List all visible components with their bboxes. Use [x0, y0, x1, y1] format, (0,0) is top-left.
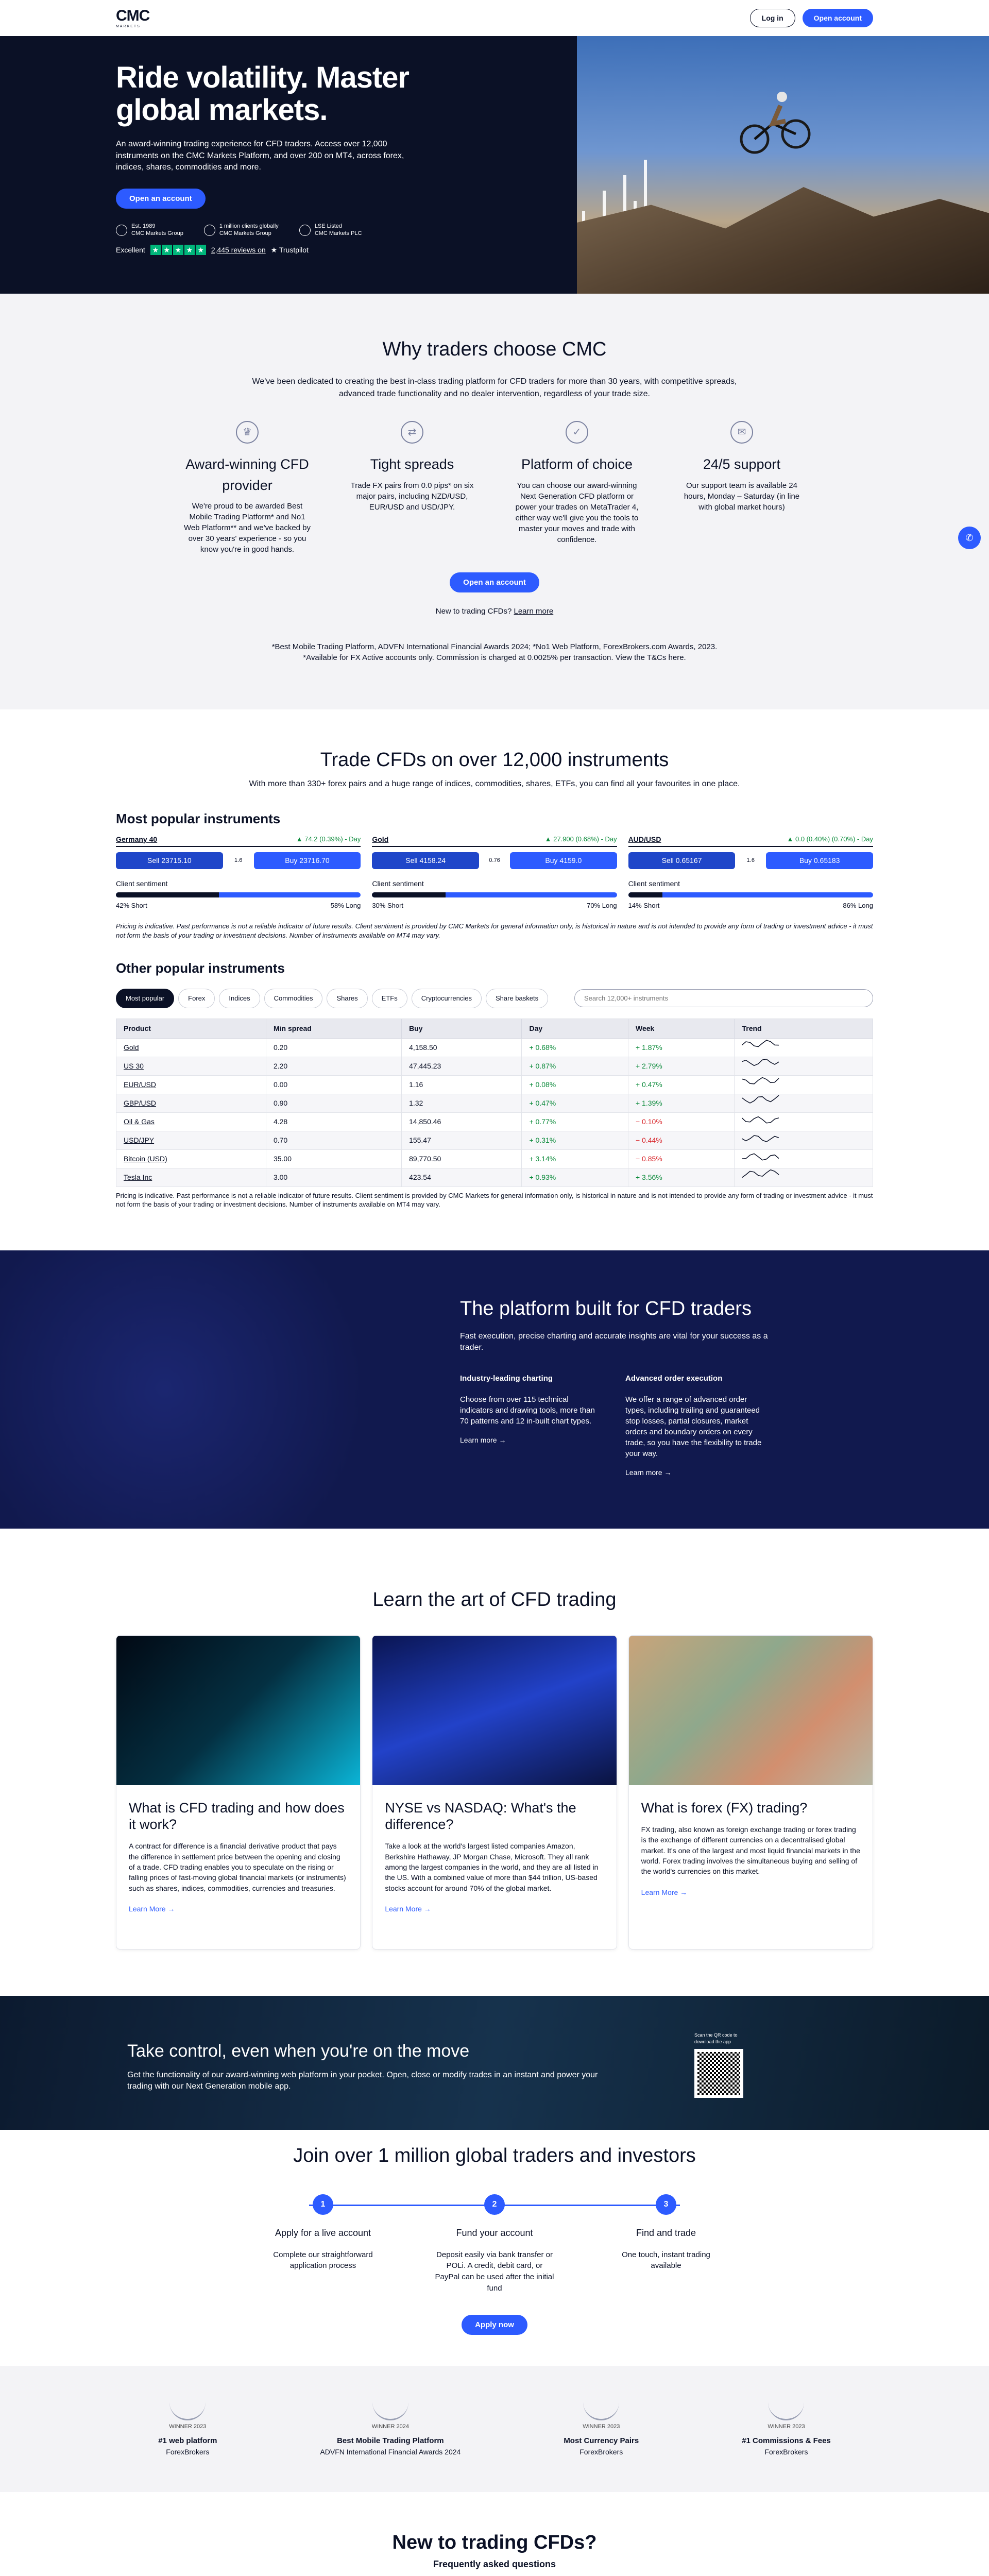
hero-title: Ride volatility. Master global markets.: [116, 61, 409, 127]
week-change: + 0.47%: [628, 1075, 735, 1094]
badge-est: [116, 223, 183, 238]
table-row[interactable]: [116, 1131, 873, 1149]
card-header: [628, 834, 873, 847]
trend-sparkline-icon: [742, 1114, 781, 1126]
feature-title: Award-winning CFD provider: [185, 456, 309, 493]
award-source: ForexBrokers: [764, 2448, 808, 2456]
new-to-trading-text: New to trading CFDs?: [435, 607, 512, 616]
faq-section: [0, 2492, 989, 2576]
nav-buttons: [750, 9, 873, 27]
buy-price: 47,445.23: [402, 1057, 522, 1075]
cfd-article-image: [116, 1636, 360, 1785]
sentiment-labels: [372, 901, 617, 911]
day-change: ▲ 0.0 (0.40%) (0.70%) - Day: [787, 835, 873, 843]
column-title: Advanced order execution: [625, 1374, 723, 1383]
logo-mark: CMC: [116, 7, 150, 24]
learn-card-title: What is forex (FX) trading?: [641, 1800, 808, 1816]
learn-section: [0, 1529, 989, 1996]
chat-icon[interactable]: ✆: [958, 527, 981, 549]
trust-label: Excellent: [116, 245, 145, 254]
learn-card-title: NYSE vs NASDAQ: What's the difference?: [385, 1800, 576, 1833]
badge-icon: [116, 225, 127, 236]
trustpilot-widget[interactable]: [116, 245, 577, 256]
execution-column: [625, 1373, 769, 1478]
top-navbar: [0, 0, 989, 36]
tab-etfs[interactable]: ETFs: [372, 989, 407, 1008]
sell-buy-buttons: [116, 852, 361, 869]
badge-line1: Est. 1989: [131, 223, 156, 230]
charting-column: [460, 1373, 604, 1478]
product-link[interactable]: Bitcoin (USD): [116, 1149, 266, 1168]
learn-cards: [116, 1635, 873, 1950]
badge-line1: LSE Listed: [314, 223, 343, 230]
table-header: [116, 1019, 873, 1038]
charting-learn-more-link[interactable]: Learn more →: [460, 1435, 506, 1444]
trend-cell: [735, 1168, 873, 1187]
short-pct: 42% Short: [116, 901, 147, 909]
trend-sparkline-icon: [742, 1040, 781, 1052]
learn-title: Learn the art of CFD trading: [372, 1588, 617, 1611]
day-change: + 0.77%: [522, 1112, 628, 1131]
instrument-name[interactable]: AUD/USD: [628, 835, 661, 843]
apply-now-button[interactable]: Apply now: [462, 2315, 527, 2335]
sentiment-bar: [116, 892, 361, 897]
biker-icon: [737, 82, 814, 160]
day-change: + 0.93%: [522, 1168, 628, 1187]
step-text: Deposit easily via bank transfer or POLi. A credit, debit card, or PayPal can be used after the initial fund: [435, 2250, 554, 2293]
check-icon: ✓: [566, 421, 588, 444]
step-fund: [409, 2194, 581, 2294]
min-spread: 0.70: [266, 1131, 401, 1149]
product-link[interactable]: Oil & Gas: [116, 1112, 266, 1131]
instrument-name[interactable]: Germany 40: [116, 835, 158, 843]
feature-text: Trade FX pairs from 0.0 pips* on six major pairs, including NZD/USD, EUR/USD and USD/JPY.: [350, 481, 474, 512]
buy-price: 1.32: [402, 1094, 522, 1112]
badge-clients: [204, 223, 279, 238]
award-item: [564, 2400, 639, 2458]
join-steps: [237, 2194, 752, 2294]
hero-open-account-button[interactable]: Open an account: [116, 189, 206, 209]
why-open-account-button[interactable]: Open an account: [450, 572, 539, 592]
instruments-sub: With more than 330+ forex pairs and a huge range of indices, commodities, shares, ETFs, you can find all your favourites in one place.: [249, 779, 740, 788]
long-pct: 70% Long: [587, 901, 617, 909]
learn-card-forex[interactable]: [628, 1635, 873, 1950]
tab-cryptocurrencies[interactable]: Cryptocurrencies: [412, 989, 482, 1008]
col-header: Day: [522, 1019, 628, 1038]
week-change: + 1.39%: [628, 1094, 735, 1112]
faq-title: New to trading CFDs?: [392, 2531, 597, 2553]
step-text: One touch, instant trading available: [622, 2250, 710, 2270]
step-title: Apply for a live account: [275, 2227, 371, 2238]
learn-card-nyse[interactable]: [372, 1635, 617, 1950]
table-row[interactable]: [116, 1038, 873, 1057]
learn-card-link[interactable]: Learn More →: [129, 1904, 175, 1913]
feature-title: Platform of choice: [521, 456, 633, 472]
sell-button[interactable]: Sell 4158.24: [372, 852, 479, 869]
trend-cell: [735, 1131, 873, 1149]
step-trade: [581, 2194, 752, 2294]
long-pct: 58% Long: [330, 901, 361, 909]
mobile-app-section: [0, 1996, 989, 2130]
badge-lse: [299, 223, 362, 238]
award-winner: WINNER 2024: [371, 2424, 409, 2430]
instruments-section: [0, 709, 989, 1250]
column-text: We offer a range of advanced order types, including trailing and guaranteed stop losses, partial closures, market orders and boundary orders on every trade, so you have the flexibility to trade your way.: [625, 1395, 762, 1458]
instrument-name[interactable]: Gold: [372, 835, 389, 843]
trend-sparkline-icon: [742, 1058, 781, 1071]
award-title: #1 Commissions & Fees: [742, 2436, 831, 2445]
table-row[interactable]: [116, 1057, 873, 1075]
mobile-app-title: Take control, even when you're on the move: [127, 2041, 470, 2061]
badge-line1: 1 million clients globally: [219, 223, 279, 230]
min-spread: 0.20: [266, 1038, 401, 1057]
award-winner: WINNER 2023: [169, 2424, 207, 2430]
col-header: Buy: [402, 1019, 522, 1038]
awards-section: [0, 2366, 989, 2492]
badge-line2: CMC Markets PLC: [314, 230, 362, 237]
feature-text: Our support team is available 24 hours, Monday – Saturday (in line with global market hours): [684, 481, 800, 512]
min-spread: 35.00: [266, 1149, 401, 1168]
long-pct: 86% Long: [843, 901, 873, 909]
table-row[interactable]: [116, 1094, 873, 1112]
platform-image: [0, 1250, 412, 1529]
learn-card-text: Take a look at the world's largest listed companies Amazon, Berkshire Hathaway, JP Morgan Chase, Microsoft. They all rank among the largest companies in the world, and they are all listed in the US. With a combined value of more than $44 trillion, US-based stocks account for around 70% of the global market.: [385, 1842, 599, 1892]
sentiment-bar: [628, 892, 873, 897]
trend-sparkline-icon: [742, 1132, 781, 1145]
join-title: Join over 1 million global traders and investors: [293, 2144, 696, 2166]
day-change: + 3.14%: [522, 1149, 628, 1168]
market-table: [116, 1019, 873, 1187]
sentiment-short-fill: [628, 892, 663, 897]
feature-support: [677, 421, 806, 555]
nyse-article-image: [372, 1636, 616, 1785]
spread-icon: ⇄: [401, 421, 423, 444]
week-change: + 1.87%: [628, 1038, 735, 1057]
award-icon: ♛: [236, 421, 259, 444]
award-title: Best Mobile Trading Platform: [337, 2436, 444, 2445]
product-link[interactable]: GBP/USD: [116, 1094, 266, 1112]
hero-lead: An award-winning trading experience for CFD traders. Access over 12,000 instruments on the CMC Markets Platform, and over 200 on MT4, across forex, indices, shares, commodities and more.: [116, 140, 404, 172]
buy-price: 14,850.46: [402, 1112, 522, 1131]
buy-price: 4,158.50: [402, 1038, 522, 1057]
product-link[interactable]: Tesla Inc: [116, 1168, 266, 1187]
learn-card-link[interactable]: Learn More →: [641, 1888, 688, 1896]
feature-title: Tight spreads: [370, 456, 454, 472]
min-spread: 0.00: [266, 1075, 401, 1094]
min-spread: 3.00: [266, 1168, 401, 1187]
award-item: [742, 2400, 831, 2458]
tab-shares[interactable]: Shares: [327, 989, 367, 1008]
trend-cell: [735, 1112, 873, 1131]
client-sentiment-label: Client sentiment: [372, 879, 424, 888]
award-title: #1 web platform: [158, 2436, 217, 2445]
tab-most-popular[interactable]: Most popular: [116, 989, 174, 1008]
why-title: Why traders choose CMC: [382, 338, 607, 360]
min-spread: 2.20: [266, 1057, 401, 1075]
product-link[interactable]: Gold: [116, 1038, 266, 1057]
award-source: ForexBrokers: [166, 2448, 210, 2456]
most-popular-title: Most popular instruments: [116, 810, 281, 826]
feature-spreads: [348, 421, 476, 555]
table-row[interactable]: [116, 1149, 873, 1168]
table-row[interactable]: [116, 1075, 873, 1094]
spread-value: 0.76: [484, 852, 505, 869]
spread-value: 1.6: [228, 852, 249, 869]
laurel-icon: [169, 2400, 206, 2420]
tab-forex[interactable]: Forex: [178, 989, 215, 1008]
instruments-title: Trade CFDs on over 12,000 instruments: [320, 749, 669, 771]
card-header: [116, 834, 361, 847]
step-title: Fund your account: [456, 2227, 533, 2238]
sentiment-short-fill: [116, 892, 219, 897]
step-apply: [237, 2194, 409, 2294]
award-source: ADVFN International Financial Awards 2024: [320, 2448, 461, 2456]
product-link[interactable]: USD/JPY: [116, 1131, 266, 1149]
product-link[interactable]: US 30: [116, 1057, 266, 1075]
mobile-app-content: [127, 2038, 601, 2093]
feature-platform: [513, 421, 641, 555]
column-title: Industry-leading charting: [460, 1374, 553, 1383]
instrument-search-input[interactable]: [574, 989, 873, 1007]
tab-commodities[interactable]: Commodities: [264, 989, 323, 1008]
table-row[interactable]: [116, 1168, 873, 1187]
logo-sub: MARKETS: [116, 24, 141, 28]
step-title: Find and trade: [636, 2227, 696, 2238]
day-change: + 0.47%: [522, 1094, 628, 1112]
award-note: *Best Mobile Trading Platform, ADVFN International Financial Awards 2024; *No1 Web Platform, ForexBrokers.com Awards, 2023.: [271, 642, 718, 651]
sell-button[interactable]: Sell 23715.10: [116, 852, 223, 869]
mobile-app-text: Get the functionality of our award-winning web platform in your pocket. Open, close or modify trades in an instant and power your trading with our Next Generation mobile app.: [127, 2070, 598, 2091]
day-change: + 0.31%: [522, 1131, 628, 1149]
support-icon: ✉: [730, 421, 753, 444]
sentiment-labels: [116, 901, 361, 911]
badge-line2: CMC Markets Group: [131, 230, 183, 237]
learn-more-link[interactable]: Learn more: [514, 607, 554, 616]
pricing-disclaimer: Pricing is indicative. Past performance is not a reliable indicator of future results. Client sentiment is provided by CMC Markets for general information only, is historical in nature and is not intended to provide any form of trading or investment advice - it must not form the basis of your trading or investment decisions. Number of instruments available on MT4 may vary.: [116, 922, 873, 939]
min-spread: 4.28: [266, 1112, 401, 1131]
learn-card-text: A contract for difference is a financial derivative product that pays the difference in settlement price between the opening and closing of a trade. CFD trading enables you to speculate on the rising or falling prices of fast-moving global financial markets (or instruments) such as shares, indices, commodities, currencies and treasuries.: [129, 1842, 346, 1892]
award-winner: WINNER 2023: [583, 2424, 620, 2430]
learn-card-title: What is CFD trading and how does it work?: [129, 1800, 345, 1833]
platform-lead: Fast execution, precise charting and accurate insights are vital for your success as a trader.: [460, 1331, 768, 1352]
trust-stars-icon: ★ ★ ★ ★ ★: [150, 245, 206, 255]
award-item: [158, 2400, 217, 2458]
buy-price: 155.47: [402, 1131, 522, 1149]
award-winner: WINNER 2023: [768, 2424, 805, 2430]
week-change: − 0.10%: [628, 1112, 735, 1131]
award-item: [320, 2400, 461, 2458]
instrument-tabs: [116, 989, 873, 1008]
trend-sparkline-icon: [742, 1170, 781, 1182]
week-change: + 2.79%: [628, 1057, 735, 1075]
feature-list: [0, 421, 989, 555]
cmc-logo[interactable]: [116, 8, 149, 28]
col-header: Week: [628, 1019, 735, 1038]
step-number: 2: [484, 2194, 505, 2215]
sell-buy-buttons: [628, 852, 873, 869]
col-header: Min spread: [266, 1019, 401, 1038]
new-to-trading: [0, 606, 989, 618]
trust-reviews-link[interactable]: 2,445 reviews on: [211, 245, 266, 254]
platform-section: [0, 1250, 989, 1529]
step-number: 3: [656, 2194, 676, 2215]
tab-indices[interactable]: Indices: [219, 989, 260, 1008]
platform-title: The platform built for CFD traders: [460, 1297, 752, 1319]
login-button[interactable]: Log in: [750, 9, 795, 27]
badge-line2: CMC Markets Group: [219, 230, 271, 237]
buy-button[interactable]: Buy 0.65183: [766, 852, 873, 869]
feature-text: We're proud to be awarded Best Mobile Trading Platform* and No1 Web Platform** and we've backed by over 30 years' experience - so you know you're in good hands.: [183, 502, 311, 554]
trend-cell: [735, 1149, 873, 1168]
step-number: 1: [313, 2194, 333, 2215]
table-disclaimer: Pricing is indicative. Past performance is not a reliable indicator of future results. Client sentiment is provided by CMC Markets for general information only, is historical in nature and is not intended to provide any form of trading or investment advice - it must not form the basis of your trading or investment decisions. Number of instruments available on MT4 may vary.: [116, 1191, 873, 1209]
trend-cell: [735, 1094, 873, 1112]
qr-code-block: [694, 2032, 748, 2098]
trend-cell: [735, 1038, 873, 1057]
hero-section: [0, 36, 989, 294]
learn-card-text: FX trading, also known as foreign exchange trading or forex trading is the exchange of different currencies on a decentralised global market. It's one of the largest and most liquid financial markets in the world. Forex trading involves the simultaneous buying and selling of the world's currencies on this market.: [641, 1825, 860, 1876]
award-title: Most Currency Pairs: [564, 2436, 639, 2445]
feature-text: You can choose our award-winning Next Generation CFD platform or power your trades on MetaTrader 4, either way we'll give you the tools to master your moves and trade with confidence.: [515, 481, 639, 544]
spread-value: 1.6: [740, 852, 761, 869]
hero-badges: [116, 223, 577, 238]
day-change: + 0.68%: [522, 1038, 628, 1057]
award-source: ForexBrokers: [579, 2448, 623, 2456]
day-change: ▲ 74.2 (0.39%) - Day: [296, 835, 361, 843]
col-header: Trend: [735, 1019, 873, 1038]
why-notes: [0, 641, 989, 663]
table-row[interactable]: [116, 1112, 873, 1131]
instrument-card[interactable]: [116, 834, 361, 911]
sentiment-labels: [628, 901, 873, 911]
other-popular-title: Other popular instruments: [116, 960, 285, 976]
column-text: Choose from over 115 technical indicators and drawing tools, more than 70 patterns and 12 in-built chart types.: [460, 1395, 595, 1426]
buy-button[interactable]: Buy 23716.70: [254, 852, 361, 869]
trend-cell: [735, 1075, 873, 1094]
fx-note: *Available for FX Active accounts only. Commission is charged at 0.0025% per transaction. View the T&Cs here.: [303, 653, 686, 662]
platform-columns: [460, 1373, 769, 1478]
badge-icon: [204, 225, 215, 236]
client-sentiment-label: Client sentiment: [116, 879, 168, 888]
qr-code-icon[interactable]: [694, 2049, 743, 2098]
instrument-card[interactable]: [372, 834, 617, 911]
tab-share-baskets[interactable]: Share baskets: [486, 989, 548, 1008]
forex-article-image: [629, 1636, 873, 1785]
day-change: + 0.08%: [522, 1075, 628, 1094]
card-header: [372, 834, 617, 847]
min-spread: 0.90: [266, 1094, 401, 1112]
feature-title: 24/5 support: [703, 456, 781, 472]
day-change: ▲ 27.900 (0.68%) - Day: [544, 835, 617, 843]
open-account-button[interactable]: Open account: [803, 9, 873, 27]
trend-sparkline-icon: [742, 1077, 781, 1089]
instrument-card[interactable]: [628, 834, 873, 911]
client-sentiment-label: Client sentiment: [628, 879, 680, 888]
hero-image: [577, 36, 989, 294]
learn-card-cfd[interactable]: [116, 1635, 361, 1950]
trustpilot-logo: ★ Trustpilot: [270, 245, 309, 254]
laurel-icon: [768, 2400, 804, 2420]
sentiment-short-fill: [372, 892, 446, 897]
week-change: − 0.44%: [628, 1131, 735, 1149]
sell-buy-buttons: [372, 852, 617, 869]
trend-sparkline-icon: [742, 1151, 781, 1163]
faq-sub: Frequently asked questions: [433, 2558, 556, 2569]
sentiment-bar: [372, 892, 617, 897]
buy-price: 1.16: [402, 1075, 522, 1094]
col-header: Product: [116, 1019, 266, 1038]
instrument-cards: [116, 834, 873, 911]
laurel-icon: [583, 2400, 619, 2420]
badge-icon: [299, 225, 311, 236]
hero-content: [0, 36, 577, 294]
product-link[interactable]: EUR/USD: [116, 1075, 266, 1094]
qr-caption: Scan the QR code to download the app: [694, 2032, 738, 2045]
join-section: [0, 2130, 989, 2366]
trend-sparkline-icon: [742, 1095, 781, 1108]
trend-cell: [735, 1057, 873, 1075]
learn-card-link[interactable]: Learn More →: [385, 1904, 431, 1913]
buy-price: 423.54: [402, 1168, 522, 1187]
buy-price: 89,770.50: [402, 1149, 522, 1168]
sell-button[interactable]: Sell 0.65167: [628, 852, 736, 869]
short-pct: 30% Short: [372, 901, 404, 909]
buy-button[interactable]: Buy 4159.0: [510, 852, 617, 869]
why-section: [0, 294, 989, 709]
platform-content: [460, 1294, 769, 1478]
week-change: + 3.56%: [628, 1168, 735, 1187]
why-intro: We've been dedicated to creating the best in-class trading platform for CFD traders for more than 30 years, with competitive spreads, advanced trade functionality and no dealer intervention, regardless of your trade size.: [252, 377, 737, 398]
feature-award: [183, 421, 312, 555]
laurel-icon: [372, 2400, 408, 2420]
step-text: Complete our straightforward application process: [273, 2250, 373, 2270]
day-change: + 0.87%: [522, 1057, 628, 1075]
week-change: − 0.85%: [628, 1149, 735, 1168]
short-pct: 14% Short: [628, 901, 660, 909]
execution-learn-more-link[interactable]: Learn more →: [625, 1468, 672, 1477]
